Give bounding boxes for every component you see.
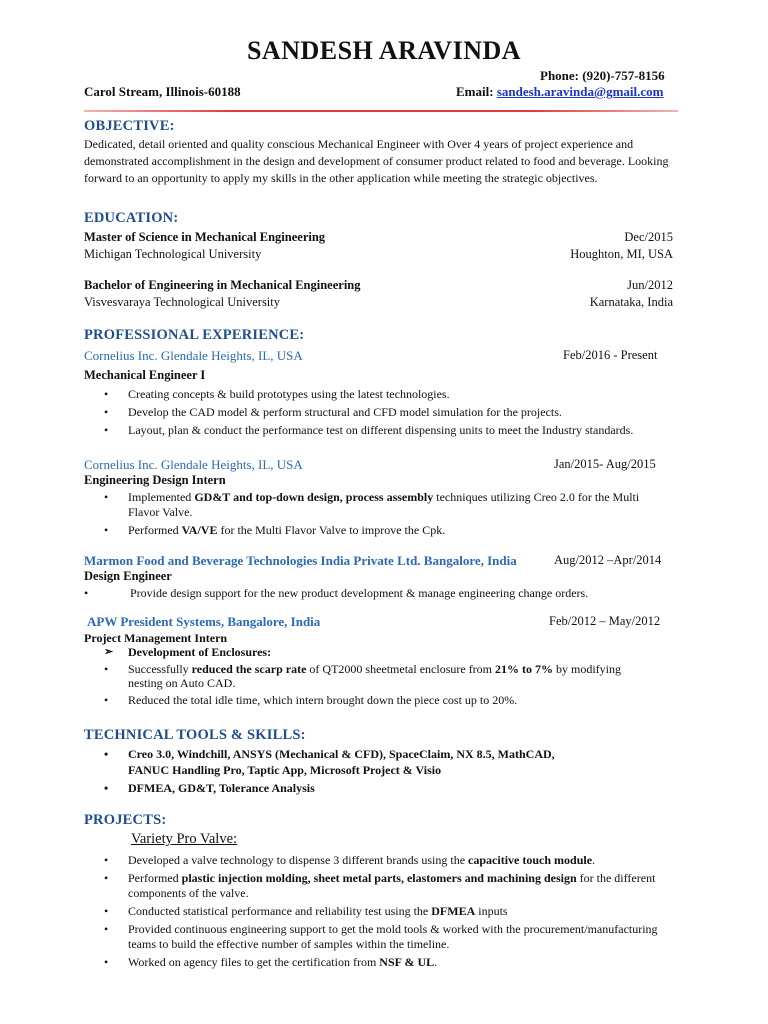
edu-location-2: Karnataka, India — [589, 295, 673, 309]
email-line — [456, 84, 663, 100]
job-4-bullets — [104, 662, 674, 711]
list-item: • Successfully reduced the scarp rate of QT2000 sheetmetal enclosure from 21% to 7% by modifying nesting on Auto CAD. — [104, 662, 658, 690]
job-2-dates: Jan/2015- Aug/2015 — [554, 457, 656, 471]
list-item: • Provide design support for the new product development & manage engineering change orders. — [84, 586, 654, 601]
job-1-dates: Feb/2016 - Present — [563, 348, 658, 362]
email-link[interactable]: sandesh.aravinda@gmail.com — [496, 84, 664, 99]
list-item: • Develop the CAD model & perform structural and CFD model simulation for the projects. — [104, 405, 674, 420]
list-item: • Layout, plan & conduct the performance test on different dispensing units to meet the Industry standards. — [104, 423, 674, 438]
address: Carol Stream, Illinois-60188 — [84, 84, 241, 99]
list-item: • Creo 3.0, Windchill, ANSYS (Mechanical & CFD), SpaceClaim, NX 8.5, MathCAD, FANUC Handling Pro, Taptic App, Microsoft Project & Visio — [104, 746, 598, 778]
phone: Phone: (920)-757-8156 — [540, 68, 665, 83]
job-4-title: Project Management Intern — [84, 631, 228, 645]
edu-date-1: Dec/2015 — [624, 230, 673, 244]
job-3-bullets — [84, 586, 654, 604]
experience-heading: PROFESSIONAL EXPERIENCE: — [84, 327, 305, 343]
list-item: • Developed a valve technology to dispense 3 different brands using the capacitive touch module. — [104, 853, 674, 868]
list-item: • Creating concepts & build prototypes using the latest technologies. — [104, 387, 674, 402]
list-item: ➢ Development of Enclosures: — [104, 645, 674, 660]
candidate-name: SANDESH ARAVINDA — [246, 36, 522, 65]
list-item: • Implemented GD&T and top-down design, process assembly techniques utilizing Creo 2.0 for the Multi Flavor Valve. — [104, 490, 658, 520]
project-title: Variety Pro Valve: — [131, 831, 238, 847]
projects-heading: PROJECTS: — [84, 812, 167, 828]
list-item: • Performed plastic injection molding, sheet metal parts, elastomers and machining design for the different components of the valve. — [104, 871, 698, 901]
job-3-title: Design Engineer — [84, 569, 172, 583]
job-4-sub — [104, 645, 674, 663]
list-item: • Conducted statistical performance and reliability test using the DFMEA inputs — [104, 904, 674, 919]
education-heading: EDUCATION: — [84, 210, 179, 226]
job-2-company: Cornelius Inc. Glendale Heights, IL, USA — [84, 457, 303, 472]
job-1-title: Mechanical Engineer I — [84, 368, 206, 382]
list-item: • Reduced the total idle time, which intern brought down the piece cost up to 20%. — [104, 693, 674, 708]
skills-heading: TECHNICAL TOOLS & SKILLS: — [84, 727, 306, 743]
job-3-company: Marmon Food and Beverage Technologies India Private Ltd. Bangalore, India — [84, 553, 517, 568]
job-2-title: Engineering Design Intern — [84, 473, 226, 487]
objective-heading: OBJECTIVE: — [84, 118, 175, 134]
edu-degree-1: Master of Science in Mechanical Engineering — [84, 230, 326, 244]
job-2-bullets — [104, 490, 674, 541]
job-1-bullets — [104, 387, 674, 441]
list-item: • Provided continuous engineering support to get the mold tools & worked with the procurement/manufacturing teams to build the effective number of samples within the timeline. — [104, 922, 674, 952]
header-divider — [84, 110, 678, 112]
skills-list — [104, 746, 674, 799]
edu-degree-2: Bachelor of Engineering in Mechanical Engineering — [84, 278, 361, 292]
list-item: • DFMEA, GD&T, Tolerance Analysis — [104, 781, 674, 796]
edu-location-1: Houghton, MI, USA — [570, 247, 673, 261]
job-4-dates: Feb/2012 – May/2012 — [549, 614, 661, 628]
objective-text: Dedicated, detail oriented and quality conscious Mechanical Engineer with Over 4 years of project experience and demonstrated accomplishment in the design and development of consumer product related to food and beverage. Looking forward to an opportunity to apply my skills in the other application while meeting the strategic objectives. — [84, 137, 669, 185]
job-3-dates: Aug/2012 –Apr/2014 — [554, 553, 662, 567]
edu-school-2: Visvesvaraya Technological University — [84, 295, 281, 309]
list-item: • Worked on agency files to get the certification from NSF & UL. — [104, 955, 674, 970]
list-item: • Performed VA/VE for the Multi Flavor Valve to improve the Cpk. — [104, 523, 674, 538]
job-1-company: Cornelius Inc. Glendale Heights, IL, USA — [84, 348, 303, 363]
job-4-company: APW President Systems, Bangalore, India — [87, 614, 321, 629]
email-label: Email: — [456, 84, 497, 99]
edu-school-1: Michigan Technological University — [84, 247, 262, 261]
project-bullets — [104, 853, 674, 973]
edu-date-2: Jun/2012 — [627, 278, 673, 292]
